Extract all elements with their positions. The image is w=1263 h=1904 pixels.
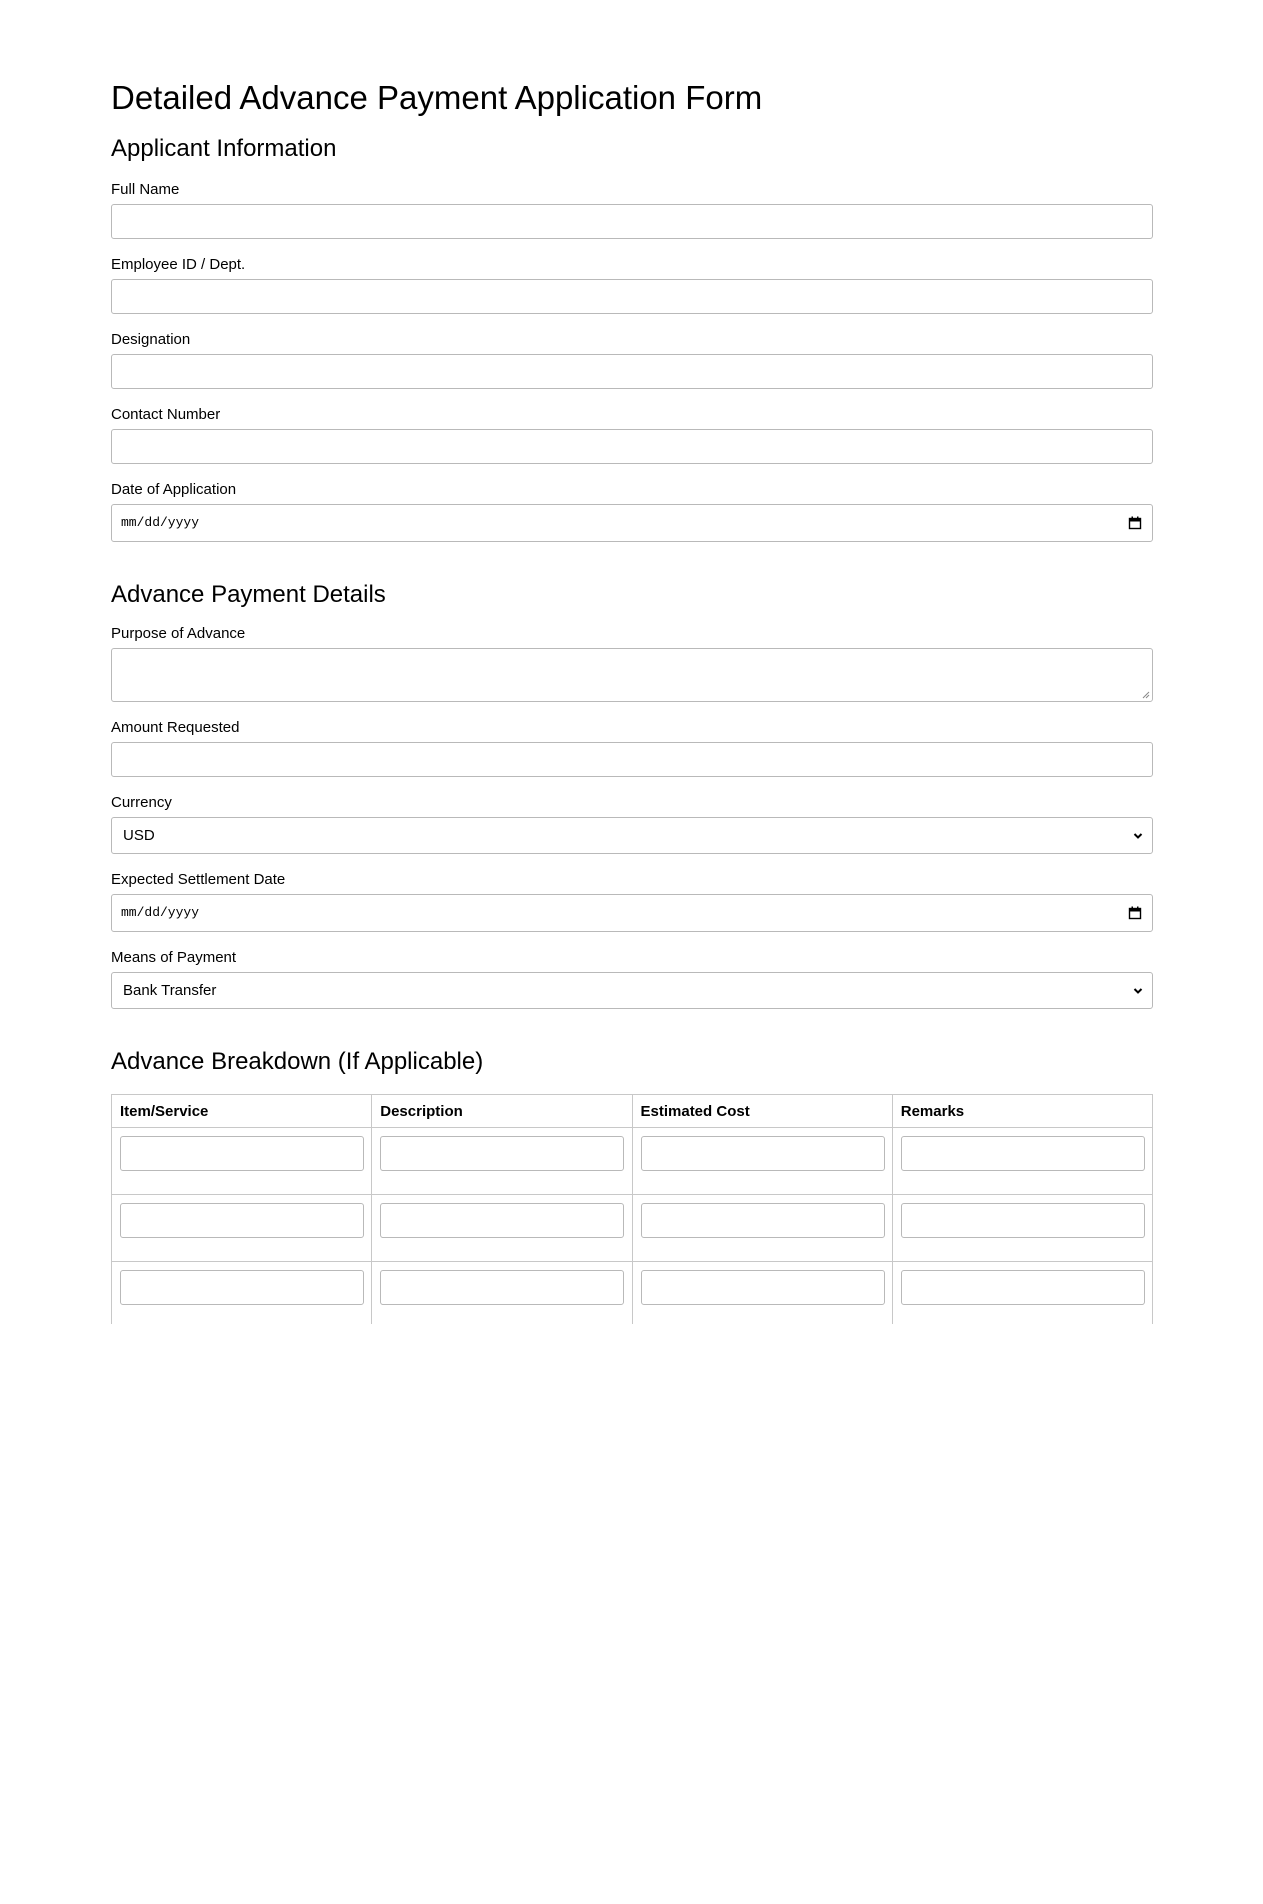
remarks-input[interactable] — [901, 1203, 1145, 1238]
means-of-payment-label: Means of Payment — [111, 949, 237, 966]
table-cell — [372, 1262, 632, 1325]
chevron-down-icon — [1133, 832, 1143, 840]
breakdown-table — [111, 1094, 1153, 1324]
table-cell — [632, 1262, 892, 1325]
full-name-input[interactable] — [111, 204, 1153, 239]
item-service-input[interactable] — [120, 1203, 364, 1238]
applicant-section-heading: Applicant Information — [111, 135, 337, 162]
table-row — [112, 1262, 1153, 1325]
table-cell — [112, 1195, 372, 1262]
application-date-input[interactable] — [111, 504, 1153, 542]
resize-grip-icon[interactable] — [1142, 691, 1150, 699]
estimated-cost-input[interactable] — [641, 1270, 885, 1305]
description-input[interactable] — [380, 1270, 624, 1305]
table-row — [112, 1128, 1153, 1195]
calendar-icon[interactable] — [1128, 516, 1142, 530]
amount-input[interactable] — [111, 742, 1153, 777]
table-header-row — [112, 1095, 1153, 1128]
designation-input[interactable] — [111, 354, 1153, 389]
calendar-icon[interactable] — [1128, 906, 1142, 920]
item-service-input[interactable] — [120, 1136, 364, 1171]
contact-number-label: Contact Number — [111, 406, 221, 423]
means-of-payment-value: Bank Transfer — [123, 982, 217, 999]
application-date-placeholder: mm/dd/yyyy — [121, 515, 200, 530]
item-service-input[interactable] — [120, 1270, 364, 1305]
full-name-label: Full Name — [111, 181, 180, 198]
column-header-description: Description — [372, 1095, 632, 1128]
table-cell — [892, 1262, 1152, 1325]
table-cell — [372, 1195, 632, 1262]
purpose-textarea[interactable] — [111, 648, 1153, 702]
currency-select[interactable] — [111, 817, 1153, 854]
chevron-down-icon — [1133, 987, 1143, 995]
estimated-cost-input[interactable] — [641, 1136, 885, 1171]
table-row — [112, 1195, 1153, 1262]
table-cell — [892, 1195, 1152, 1262]
breakdown-table-wrapper — [111, 1094, 1153, 1324]
advance-section-heading: Advance Payment Details — [111, 581, 386, 608]
currency-label: Currency — [111, 794, 172, 811]
page-title: Detailed Advance Payment Application Form — [111, 79, 763, 116]
application-date-label: Date of Application — [111, 481, 237, 498]
designation-label: Designation — [111, 331, 191, 348]
form-container — [111, 78, 1153, 1324]
description-input[interactable] — [380, 1136, 624, 1171]
column-header-item-service: Item/Service — [112, 1095, 372, 1128]
currency-select-value: USD — [123, 827, 155, 844]
column-header-remarks: Remarks — [892, 1095, 1152, 1128]
breakdown-section-heading: Advance Breakdown (If Applicable) — [111, 1048, 484, 1075]
amount-label: Amount Requested — [111, 719, 240, 736]
remarks-input[interactable] — [901, 1136, 1145, 1171]
remarks-input[interactable] — [901, 1270, 1145, 1305]
table-cell — [632, 1128, 892, 1195]
employee-id-label: Employee ID / Dept. — [111, 256, 246, 273]
contact-number-input[interactable] — [111, 429, 1153, 464]
table-cell — [632, 1195, 892, 1262]
settlement-date-placeholder: mm/dd/yyyy — [121, 905, 200, 920]
table-cell — [892, 1128, 1152, 1195]
means-of-payment-select[interactable] — [111, 972, 1153, 1009]
estimated-cost-input[interactable] — [641, 1203, 885, 1238]
column-header-estimated-cost: Estimated Cost — [632, 1095, 892, 1128]
table-cell — [112, 1262, 372, 1325]
settlement-date-input[interactable] — [111, 894, 1153, 932]
settlement-date-label: Expected Settlement Date — [111, 871, 286, 888]
purpose-label: Purpose of Advance — [111, 625, 246, 642]
table-cell — [112, 1128, 372, 1195]
description-input[interactable] — [380, 1203, 624, 1238]
table-cell — [372, 1128, 632, 1195]
employee-id-input[interactable] — [111, 279, 1153, 314]
